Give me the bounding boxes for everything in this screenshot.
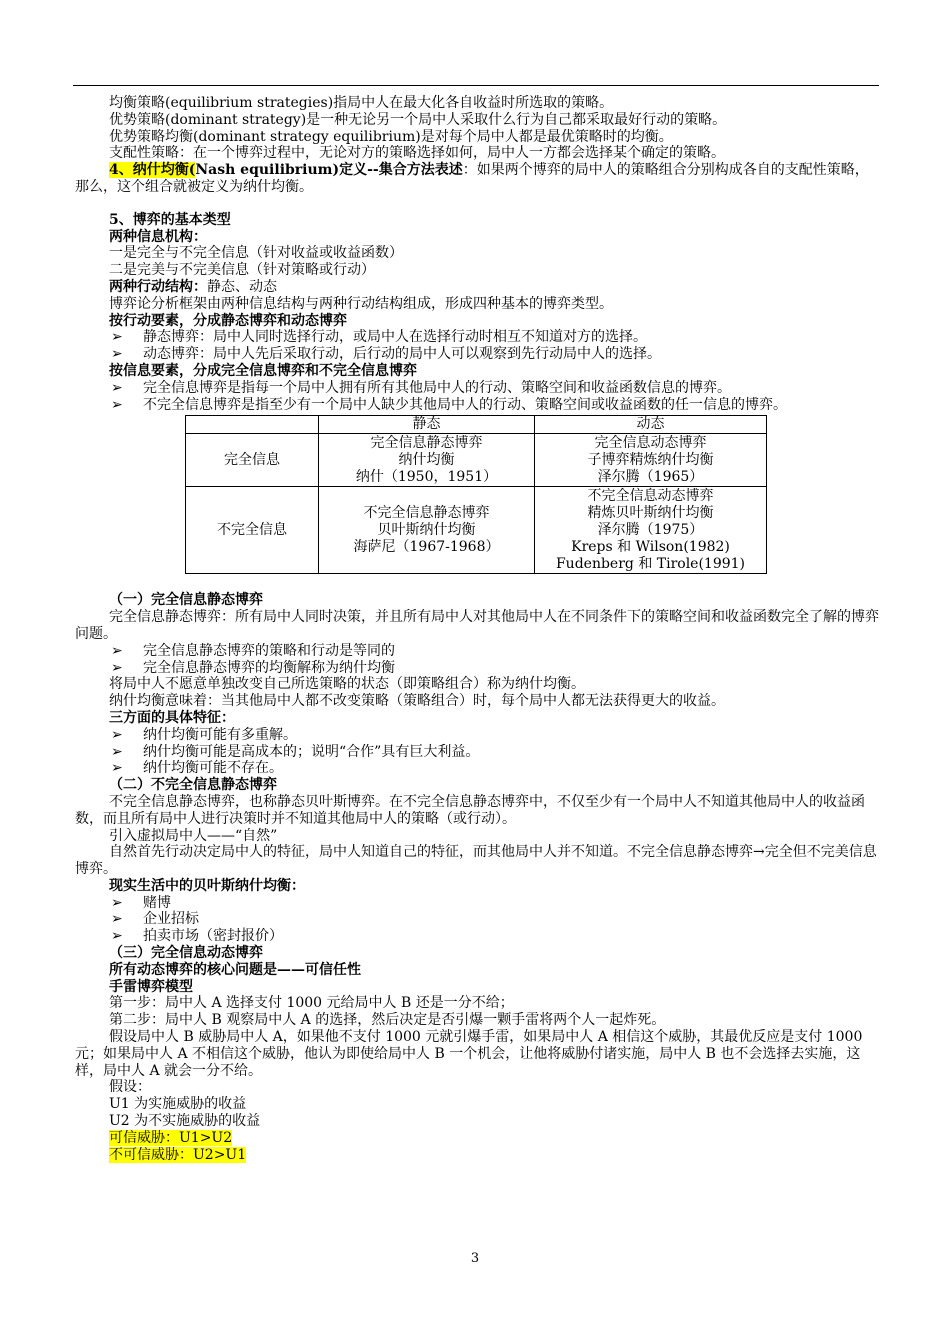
s1-feature-3: ➢ 纳什均衡可能不存在。 xyxy=(111,760,283,777)
table-row-label-incomplete: 不完全信息 xyxy=(186,487,319,574)
s1-features-title: 三方面的具体特征： xyxy=(109,709,235,726)
table-corner-cell xyxy=(186,416,319,434)
s1-bullet-1: ➢ 完全信息静态博弈的策略和行动是等同的 xyxy=(111,642,395,659)
s3-incredible-line xyxy=(75,1147,879,1164)
arrow-bullet-icon: ➢ xyxy=(111,743,123,760)
arrow-bullet-icon: ➢ xyxy=(111,379,123,396)
arrow-bullet-icon: ➢ xyxy=(111,726,123,743)
document-body xyxy=(75,95,879,1163)
by-action-heading: 按行动要素，分成静态博弈和动态博弈 xyxy=(109,312,347,329)
s3-model-title: 手雷博弈模型 xyxy=(109,978,193,995)
arrow-bullet-icon: ➢ xyxy=(111,642,123,659)
nash-definition-text: ：如果两个博弈的局中人的策略组合分别构成各自的支配性策略，那么，这个组合就被定义为纳什均衡。 xyxy=(75,162,869,195)
s2-real-2: ➢ 企业招标 xyxy=(111,911,199,928)
s3-step-2: 第二步：局中人 B 观察局中人 A 的选择，然后决定是否引爆一颗手雷将两个人一起炸死。 xyxy=(109,1012,666,1029)
s1-definition: 完全信息静态博弈：所有局中人同时决策，并且所有局中人对其他局中人在不同条件下的策略空间和收益函数完全了解的博弈问题。 xyxy=(75,609,879,642)
s2-nature-definition: 自然首先行动决定局中人的特征，局中人知道自己的特征，而其他局中人并不知道。不完全信息静态博弈→完全但不完美信息博弈。 xyxy=(75,844,877,878)
bullet-complete-info: ➢ 完全信息博弈是指每一个局中人拥有所有其他局中人的行动、策略空间和收益函数信息的博弈。 xyxy=(111,379,731,396)
s1-bullet-2: ➢ 完全信息静态博弈的均衡解称为纳什均衡 xyxy=(111,659,395,676)
s2-nature: 引入虚拟局中人——“自然” xyxy=(109,827,278,844)
table-header-row xyxy=(186,416,767,434)
s1-ne-line-1: 将局中人不愿意单独改变自己所选策略的状态（即策略组合）称为纳什均衡。 xyxy=(109,676,585,693)
arrow-bullet-icon: ➢ xyxy=(111,329,123,346)
cell-complete-static: 完全信息静态博弈 纳什均衡 纳什（1950，1951） xyxy=(319,434,535,487)
table-row-incomplete xyxy=(186,487,767,574)
section-3-heading: （三）完全信息动态博弈 xyxy=(109,945,263,962)
s2-real-1: ➢ 赌博 xyxy=(111,894,171,911)
s1-feature-1: ➢ 纳什均衡可能有多重解。 xyxy=(111,726,297,743)
s3-credible-line xyxy=(75,1130,879,1147)
info-structure-2: 二是完美与不完美信息（针对策略或行动） xyxy=(109,262,375,279)
action-structure-text: 静态、动态 xyxy=(207,278,277,295)
arrow-bullet-icon: ➢ xyxy=(111,760,123,777)
s1-ne-line-2: 纳什均衡意味着：当其他局中人都不改变策略（策略组合）时，每个局中人都无法获得更大的收益。 xyxy=(109,693,725,710)
s3-step-1: 第一步：局中人 A 选择支付 1000 元给局中人 B 还是一分不给； xyxy=(109,995,514,1012)
table-row-complete xyxy=(186,434,767,487)
page-number: 3 xyxy=(470,1251,480,1266)
line-dominant-equilibrium: 优势策略均衡(dominant strategy equilibrium)是对每个局中人都是最优策略时的均衡。 xyxy=(109,128,673,145)
s3-core-question: 所有动态博弈的核心问题是——可信任性 xyxy=(109,961,361,978)
framework-line: 博弈论分析框架由两种信息结构与两种行动结构组成，形成四种基本的博弈类型。 xyxy=(109,295,613,312)
table-col-static: 静态 xyxy=(319,416,535,434)
header-rule xyxy=(73,85,879,86)
arrow-bullet-icon: ➢ xyxy=(111,396,123,413)
arrow-bullet-icon: ➢ xyxy=(111,894,123,911)
table-col-dynamic: 动态 xyxy=(535,416,767,434)
section-1-heading: （一）完全信息静态博弈 xyxy=(109,592,263,609)
s3-paragraph: 假设局中人 B 威胁局中人 A，如果他不支付 1000 元就引爆手雷，如果局中人 A 相信这个威胁，其最优反应是支付 1000 元；如果局中人 A 不相信这个威胁，他认为即使给局中人 B 一个机会，让他将威胁付诸实施，局中人 B 也不会选择去实施，这样，局中人 A 就会一分不给。 xyxy=(75,1029,863,1079)
s2-definition: 不完全信息静态博弈，也称静态贝叶斯博弈。在不完全信息静态博弈中，不仅至少有一个局中人不知道其他局中人的收益函数，而且所有局中人进行决策时并不知道其他局中人的策略（或行动）。 xyxy=(75,793,865,827)
s3-assume: 假设： xyxy=(109,1079,151,1096)
arrow-bullet-icon: ➢ xyxy=(111,659,123,676)
s2-real-life-title: 现实生活中的贝叶斯纳什均衡： xyxy=(109,877,305,894)
arrow-bullet-icon: ➢ xyxy=(111,928,123,945)
bullet-incomplete-info: ➢ 不完全信息博弈是指至少有一个局中人缺少其他局中人的行动、策略空间或收益函数的任一信息的博弈。 xyxy=(111,396,787,413)
s3-u2: U2 为不实施威胁的收益 xyxy=(109,1113,261,1130)
arrow-bullet-icon: ➢ xyxy=(111,911,123,928)
nash-heading-highlight: 4、纳什均衡( xyxy=(109,162,196,179)
s2-real-3: ➢ 拍卖市场（密封报价） xyxy=(111,928,283,945)
cell-incomplete-dynamic: 不完全信息动态博弈 精炼贝叶斯纳什均衡 泽尔腾（1975） Kreps 和 Wilson(1982) Fudenberg 和 Tirole(1991) xyxy=(535,487,767,574)
nash-heading-bold: Nash equilibrium)定义--集合方法表述 xyxy=(195,162,463,179)
line-equilibrium-strategies: 均衡策略(equilibrium strategies)指局中人在最大化各自收益时所选取的策略。 xyxy=(109,95,614,111)
section-5-heading: 5、博弈的基本类型 xyxy=(109,211,231,228)
info-structure-title: 两种信息机构： xyxy=(109,228,207,245)
action-structure-title: 两种行动结构： xyxy=(109,278,207,295)
cell-complete-dynamic: 完全信息动态博弈 子博弈精炼纳什均衡 泽尔腾（1965） xyxy=(535,434,767,487)
section-2-heading: （二）不完全信息静态博弈 xyxy=(109,777,277,794)
s3-u1: U1 为实施威胁的收益 xyxy=(109,1096,247,1113)
s3-incredible-threat: 不可信威胁：U2>U1 xyxy=(109,1146,247,1163)
action-structure xyxy=(75,279,879,296)
info-structure-1: 一是完全与不完全信息（针对收益或收益函数） xyxy=(109,245,403,262)
bullet-static-game: ➢ 静态博弈：局中人同时选择行动，或局中人在选择行动时相互不知道对方的选择。 xyxy=(111,329,647,346)
nash-definition xyxy=(75,162,879,196)
cell-incomplete-static: 不完全信息静态博弈 贝叶斯纳什均衡 海萨尼（1967-1968） xyxy=(319,487,535,574)
table-row-label-complete: 完全信息 xyxy=(186,434,319,487)
line-dominating-strategy: 支配性策略：在一个博弈过程中，无论对方的策略选择如何，局中人一方都会选择某个确定的策略。 xyxy=(109,145,725,162)
arrow-bullet-icon: ➢ xyxy=(111,346,123,363)
game-types-table xyxy=(185,415,767,574)
s3-credible-threat: 可信威胁：U1>U2 xyxy=(109,1129,233,1146)
s1-feature-2: ➢ 纳什均衡可能是高成本的；说明“合作”具有巨大利益。 xyxy=(111,743,480,760)
bullet-dynamic-game: ➢ 动态博弈：局中人先后采取行动，后行动的局中人可以观察到先行动局中人的选择。 xyxy=(111,346,661,363)
line-dominant-strategy: 优势策略(dominant strategy)是一种无论另一个局中人采取什么行为自己都采取最好行动的策略。 xyxy=(109,111,727,128)
by-info-heading: 按信息要素，分成完全信息博弈和不完全信息博弈 xyxy=(109,362,417,379)
